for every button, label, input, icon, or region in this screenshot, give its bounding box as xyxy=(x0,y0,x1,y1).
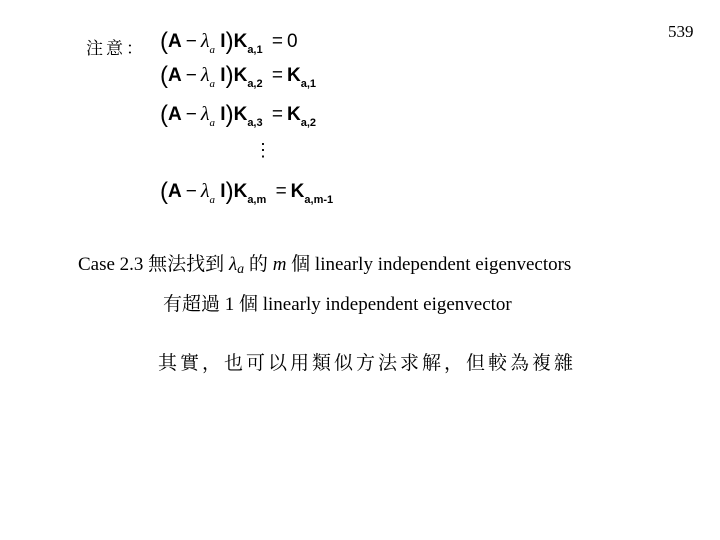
note-label: 注意： xyxy=(86,39,146,58)
more-line: 有超過 1 個 linearly independent eigenvector xyxy=(163,294,512,315)
equation-2: ($A - \lambda_a$ $I)K_{a,2} = K_{a,1}$ xyxy=(160,62,317,90)
equation-m: ($A - \lambda_a$ $I)K_{a,m} = K_{a,m-1}$ xyxy=(160,178,334,206)
equation-3: ($A - \lambda_a$ $I)K_{a,3} = K_{a,2}$ xyxy=(160,101,317,129)
page-number: 539 xyxy=(668,22,694,41)
remark-line: 其實，也可以用類似方法求解，但較為複雜 xyxy=(158,353,577,374)
equation-1: ($A - \lambda_a$ $I)K_{a,1} = 0$ xyxy=(160,28,298,56)
case-line: Case 2.3 無法找到 $\lambda_a$ 的 m 個 linearly independent eigenvectors xyxy=(78,254,572,277)
vertical-ellipsis: ⋮ xyxy=(254,140,272,160)
